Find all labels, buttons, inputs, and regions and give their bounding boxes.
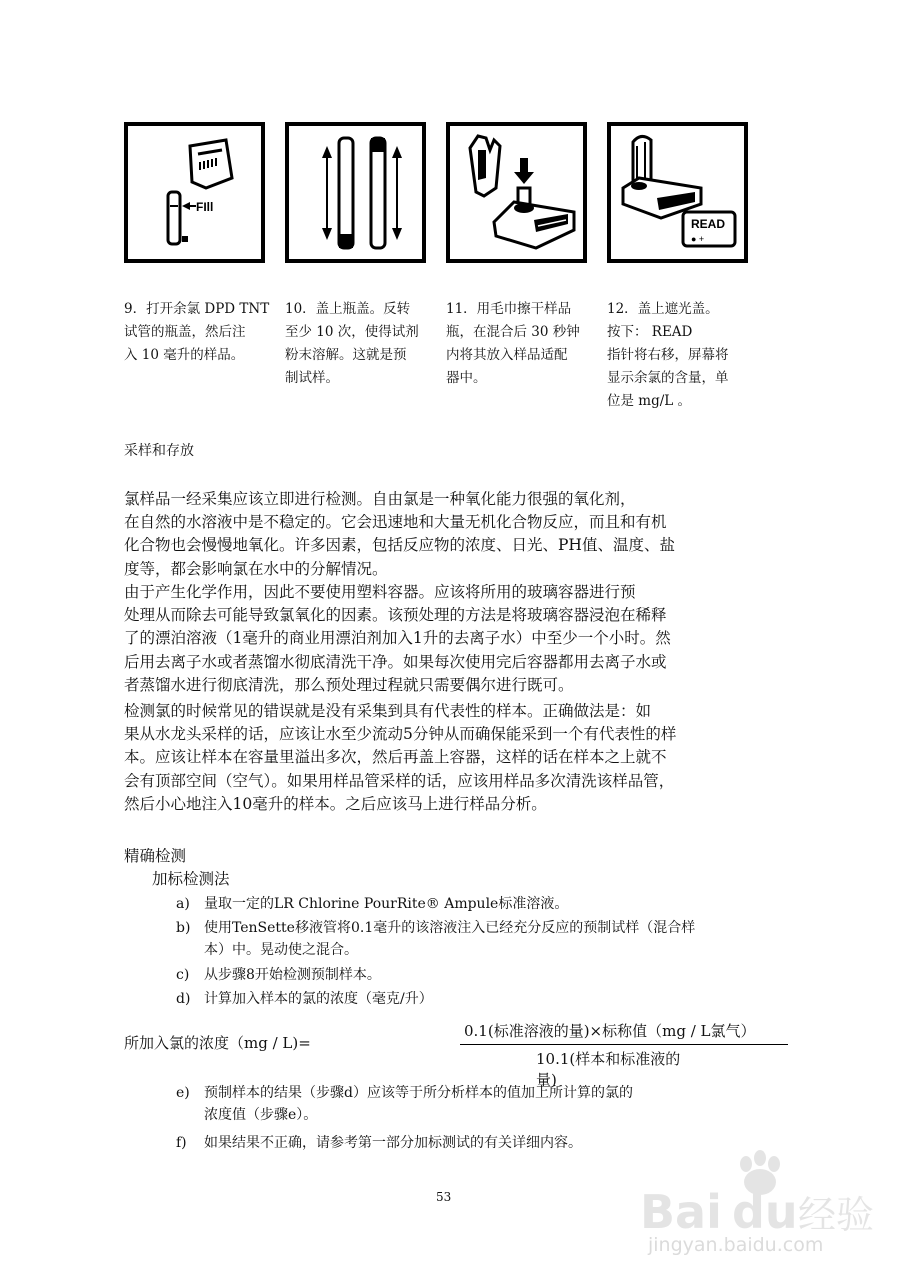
concentration-formula: [124, 1020, 756, 1089]
list-text: 计算加入样本的氯的浓度（毫克/升）: [204, 991, 433, 1007]
baidu-jingyan-watermark: [640, 1148, 890, 1268]
svg-text:du: du: [732, 1185, 798, 1238]
list-item-d: [176, 988, 786, 1010]
list-label: c): [176, 967, 190, 983]
formula-denominator: 10.1(样本和标准液的量): [536, 1050, 681, 1089]
page-number: 53: [436, 1190, 452, 1204]
formula-lhs: 所加入氯的浓度（mg / L)=: [124, 1034, 311, 1052]
step-9-illustration: [124, 122, 265, 263]
step-11-illustration: [446, 122, 587, 263]
watermark-url: jingyan.baidu.com: [648, 1234, 824, 1256]
step-9-caption: 9．打开余氯 DPD TNT 试管的瓶盖，然后注 入 10 毫升的样品。: [124, 301, 270, 363]
svg-text:Bai: Bai: [640, 1185, 722, 1238]
step-11-caption: 11．用毛巾擦干样品 瓶，在混合后 30 秒钟 内将其放入样品适配 器中。: [446, 301, 580, 386]
list-text: 预制样本的结果（步骤d）应该等于所分析样本的值加上所计算的氯的 浓度值（步骤e）。: [204, 1085, 633, 1123]
read-button-text: READ: [691, 217, 726, 231]
sampling-paragraph-3: 检测氯的时候常见的错误就是没有采集到具有代表性的样本。正确做法是：如 果从水龙头采样的话，应该让水至少流动5分钟从而确保能采到一个有代表性的样 本。应该让样本在容量里溢出多次，然后再盖上容器，这样的话在样本之上就不 会有顶部空间（空气）。如果用样品管采样的话，应该用样品多次清洗该样品管， 然后小心地注入10毫升的样本。之后应该马上进行样品分析。: [124, 702, 677, 813]
list-label: f): [176, 1135, 187, 1151]
list-item-e: [176, 1082, 786, 1126]
list-item-c: [176, 964, 786, 986]
sampling-paragraph-2: 由于产生化学作用，因此不要使用塑料容器。应该将所用的玻璃容器进行预 处理从而除去可能导致氯氧化的因素。该预处理的方法是将玻璃容器浸泡在稀释 了的漂泊溶液（1毫升的商业用漂泊剂加入1升的去离子水）中至少一个小时。然 后用去离子水或者蒸馏水彻底清洗干净。如果每次使用完后容器都用去离子水或 者蒸馏水进行彻底清洗，那么预处理过程就只需要偶尔进行既可。: [124, 583, 671, 694]
fill-marker-text: FIll: [196, 200, 214, 214]
svg-text:经验: 经验: [798, 1193, 875, 1237]
formula-numerator: 0.1(标准溶液的量)×标称值（mg / L氯气）: [464, 1022, 756, 1040]
list-item-b: [176, 917, 786, 961]
list-label: a): [176, 896, 190, 912]
spike-method-subheading: 加标检测法: [152, 870, 230, 888]
step-12-caption: 12．盖上遮光盖。 按下： READ 指针将右移，屏幕将 显示余氯的含量，单 位是 mg/L 。: [607, 301, 729, 409]
fraction-bar: [460, 1044, 788, 1045]
step-10-caption: 10．盖上瓶盖。反转 至少 10 次，使得试剂 粉末溶解。这就是预 制试样。: [285, 301, 419, 386]
list-text: 从步骤8开始检测预制样本。: [204, 967, 381, 983]
list-text: 使用TenSette移液管将0.1毫升的该溶液注入已经充分反应的预制试样（混合样 本）中。晃动使之混合。: [204, 920, 696, 958]
sampling-heading: 采样和存放: [124, 443, 194, 459]
read-button-signs: ● +: [691, 234, 705, 244]
baidu-paw-logo-icon: [640, 1148, 890, 1238]
list-label: d): [176, 991, 191, 1007]
list-text: 如果结果不正确，请参考第一部分加标测试的有关详细内容。: [204, 1135, 582, 1151]
list-label: e): [176, 1085, 190, 1101]
list-text: 量取一定的LR Chlorine PourRite® Ampule标准溶液。: [204, 896, 569, 912]
list-item-a: [176, 893, 786, 915]
precision-heading: 精确检测: [124, 847, 187, 865]
list-label: b): [176, 920, 191, 936]
step-12-illustration: [607, 122, 748, 263]
sampling-paragraph-1: 氯样品一经采集应该立即进行检测。自由氯是一种氧化能力很强的氧化剂， 在自然的水溶液中是不稳定的。它会迅速地和大量无机化合物反应，而且和有机 化合物也会慢慢地氧化。许多因素，包括反应物的浓度、日光、PH值、温度、盐 度等，都会影响氯在水中的分解情况。: [124, 490, 675, 578]
step-10-illustration: [285, 122, 426, 263]
